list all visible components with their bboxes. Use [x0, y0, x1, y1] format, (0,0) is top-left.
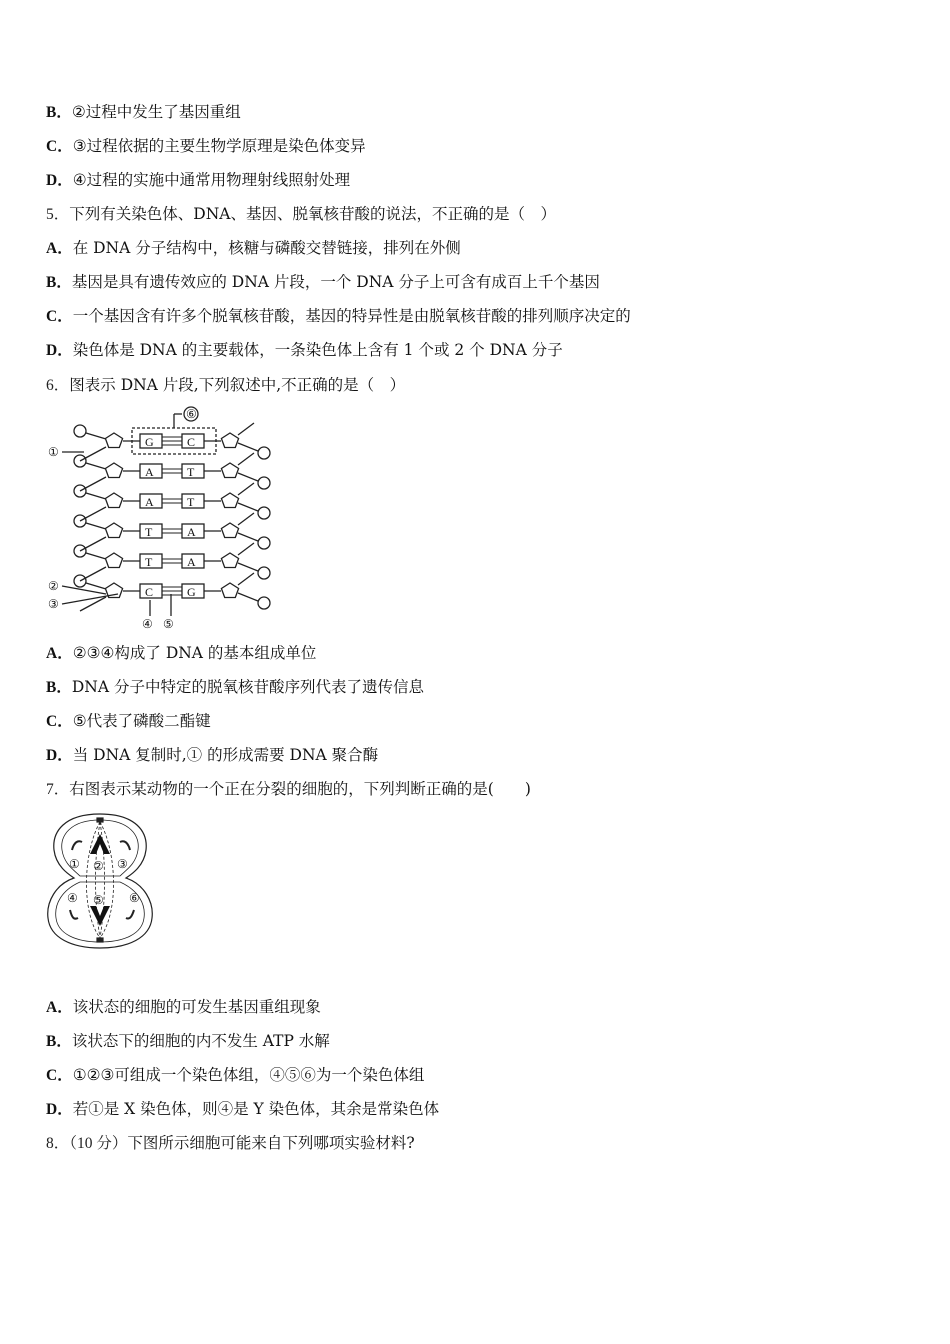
q7-stem: 7．右图表示某动物的一个正在分裂的细胞的，下列判断正确的是( ) [46, 780, 531, 798]
phosphate-right [258, 477, 270, 489]
cell-label-2: ② [93, 859, 104, 873]
cell-label-6: ⑥ [129, 891, 140, 905]
base-right-letter: A [187, 555, 196, 569]
q6-stem: 6．图表示 DNA 片段,下列叙述中,不正确的是（ ） [46, 376, 406, 394]
base-left-letter: T [145, 525, 153, 539]
q5-option-a: A．在 DNA 分子结构中，核糖与磷酸交替链接，排列在外侧 [46, 239, 461, 257]
chromosome-5 [90, 906, 110, 926]
base-right-letter: T [187, 495, 195, 509]
dna-base-pair-row [74, 543, 270, 581]
base-left-letter: A [145, 465, 154, 479]
deoxyribose-left [105, 523, 122, 538]
cell-label-1: ① [69, 857, 80, 871]
label-4: ④ [142, 617, 153, 631]
q4-option-b: B．②过程中发生了基因重组 [46, 103, 241, 121]
deoxyribose-right [221, 433, 238, 448]
chromosome-2 [90, 834, 110, 854]
base-right-letter: A [187, 525, 196, 539]
phosphate-right [258, 567, 270, 579]
dna-base-pair-row [74, 453, 270, 491]
label-2: ② [48, 579, 59, 593]
dna-base-pair-row [74, 573, 270, 611]
phosphate-right [258, 507, 270, 519]
q4-option-c: C．③过程依据的主要生物学原理是染色体变异 [46, 137, 366, 155]
phosphate-left [74, 425, 86, 437]
phosphate-right [258, 597, 270, 609]
base-left-letter: T [145, 555, 153, 569]
q5-stem: 5．下列有关染色体、DNA、基因、脱氧核苷酸的说法，不正确的是（ ） [46, 205, 556, 223]
dna-base-pair-row [74, 513, 270, 551]
deoxyribose-left [105, 493, 122, 508]
cell-label-4: ④ [67, 891, 78, 905]
q7-option-c: C．①②③可组成一个染色体组，④⑤⑥为一个染色体组 [46, 1066, 425, 1084]
q5-option-d: D．染色体是 DNA 的主要载体，一条染色体上含有 1 个或 2 个 DNA 分子 [46, 341, 563, 359]
deoxyribose-left [105, 433, 122, 448]
deoxyribose-left [105, 553, 122, 568]
q6-option-a: A．②③④构成了 DNA 的基本组成单位 [46, 644, 317, 662]
base-left-letter: C [145, 585, 154, 599]
dna-structure-figure [44, 404, 274, 636]
centriole-bottom [97, 938, 103, 942]
q7-option-a: A．该状态的细胞的可发生基因重组现象 [46, 998, 321, 1016]
q6-option-c: C．⑤代表了磷酸二酯键 [46, 712, 211, 730]
dividing-cell-figure [44, 810, 156, 950]
deoxyribose-left [105, 463, 122, 478]
cell-label-5: ⑤ [93, 893, 104, 907]
centriole-top [97, 818, 103, 822]
deoxyribose-right [221, 523, 238, 538]
q8-stem: 8．（10 分）下图所示细胞可能来自下列哪项实验材料? [46, 1134, 415, 1152]
q7-option-b: B．该状态下的细胞的内不发生 ATP 水解 [46, 1032, 330, 1050]
deoxyribose-right [221, 583, 238, 598]
q6-option-d: D．当 DNA 复制时,① 的形成需要 DNA 聚合酶 [46, 746, 379, 764]
base-left-letter: A [145, 495, 154, 509]
phosphate-right [258, 537, 270, 549]
deoxyribose-right [221, 493, 238, 508]
base-right-letter: T [187, 465, 195, 479]
base-right-letter: G [187, 585, 196, 599]
label-1: ① [48, 445, 59, 459]
base-left-letter: G [145, 435, 154, 449]
label-5: ⑤ [163, 617, 174, 631]
deoxyribose-right [221, 553, 238, 568]
deoxyribose-right [221, 463, 238, 478]
q5-option-b: B．基因是具有遗传效应的 DNA 片段，一个 DNA 分子上可含有成百上千个基因 [46, 273, 600, 291]
q5-option-c: C．一个基因含有许多个脱氧核苷酸，基因的特异性是由脱氧核苷酸的排列顺序决定的 [46, 307, 631, 325]
base-right-letter: C [187, 435, 196, 449]
cell-label-3: ③ [117, 857, 128, 871]
dna-base-pair-row [74, 483, 270, 521]
label-6: ⑥ [186, 407, 197, 421]
q7-option-d: D．若①是 X 染色体，则④是 Y 染色体，其余是常染色体 [46, 1100, 440, 1118]
q4-option-d: D．④过程的实施中通常用物理射线照射处理 [46, 171, 351, 189]
dna-base-pair-row [74, 423, 270, 461]
label-3: ③ [48, 597, 59, 611]
phosphate-right [258, 447, 270, 459]
q6-option-b: B．DNA 分子中特定的脱氧核苷酸序列代表了遗传信息 [46, 678, 424, 696]
